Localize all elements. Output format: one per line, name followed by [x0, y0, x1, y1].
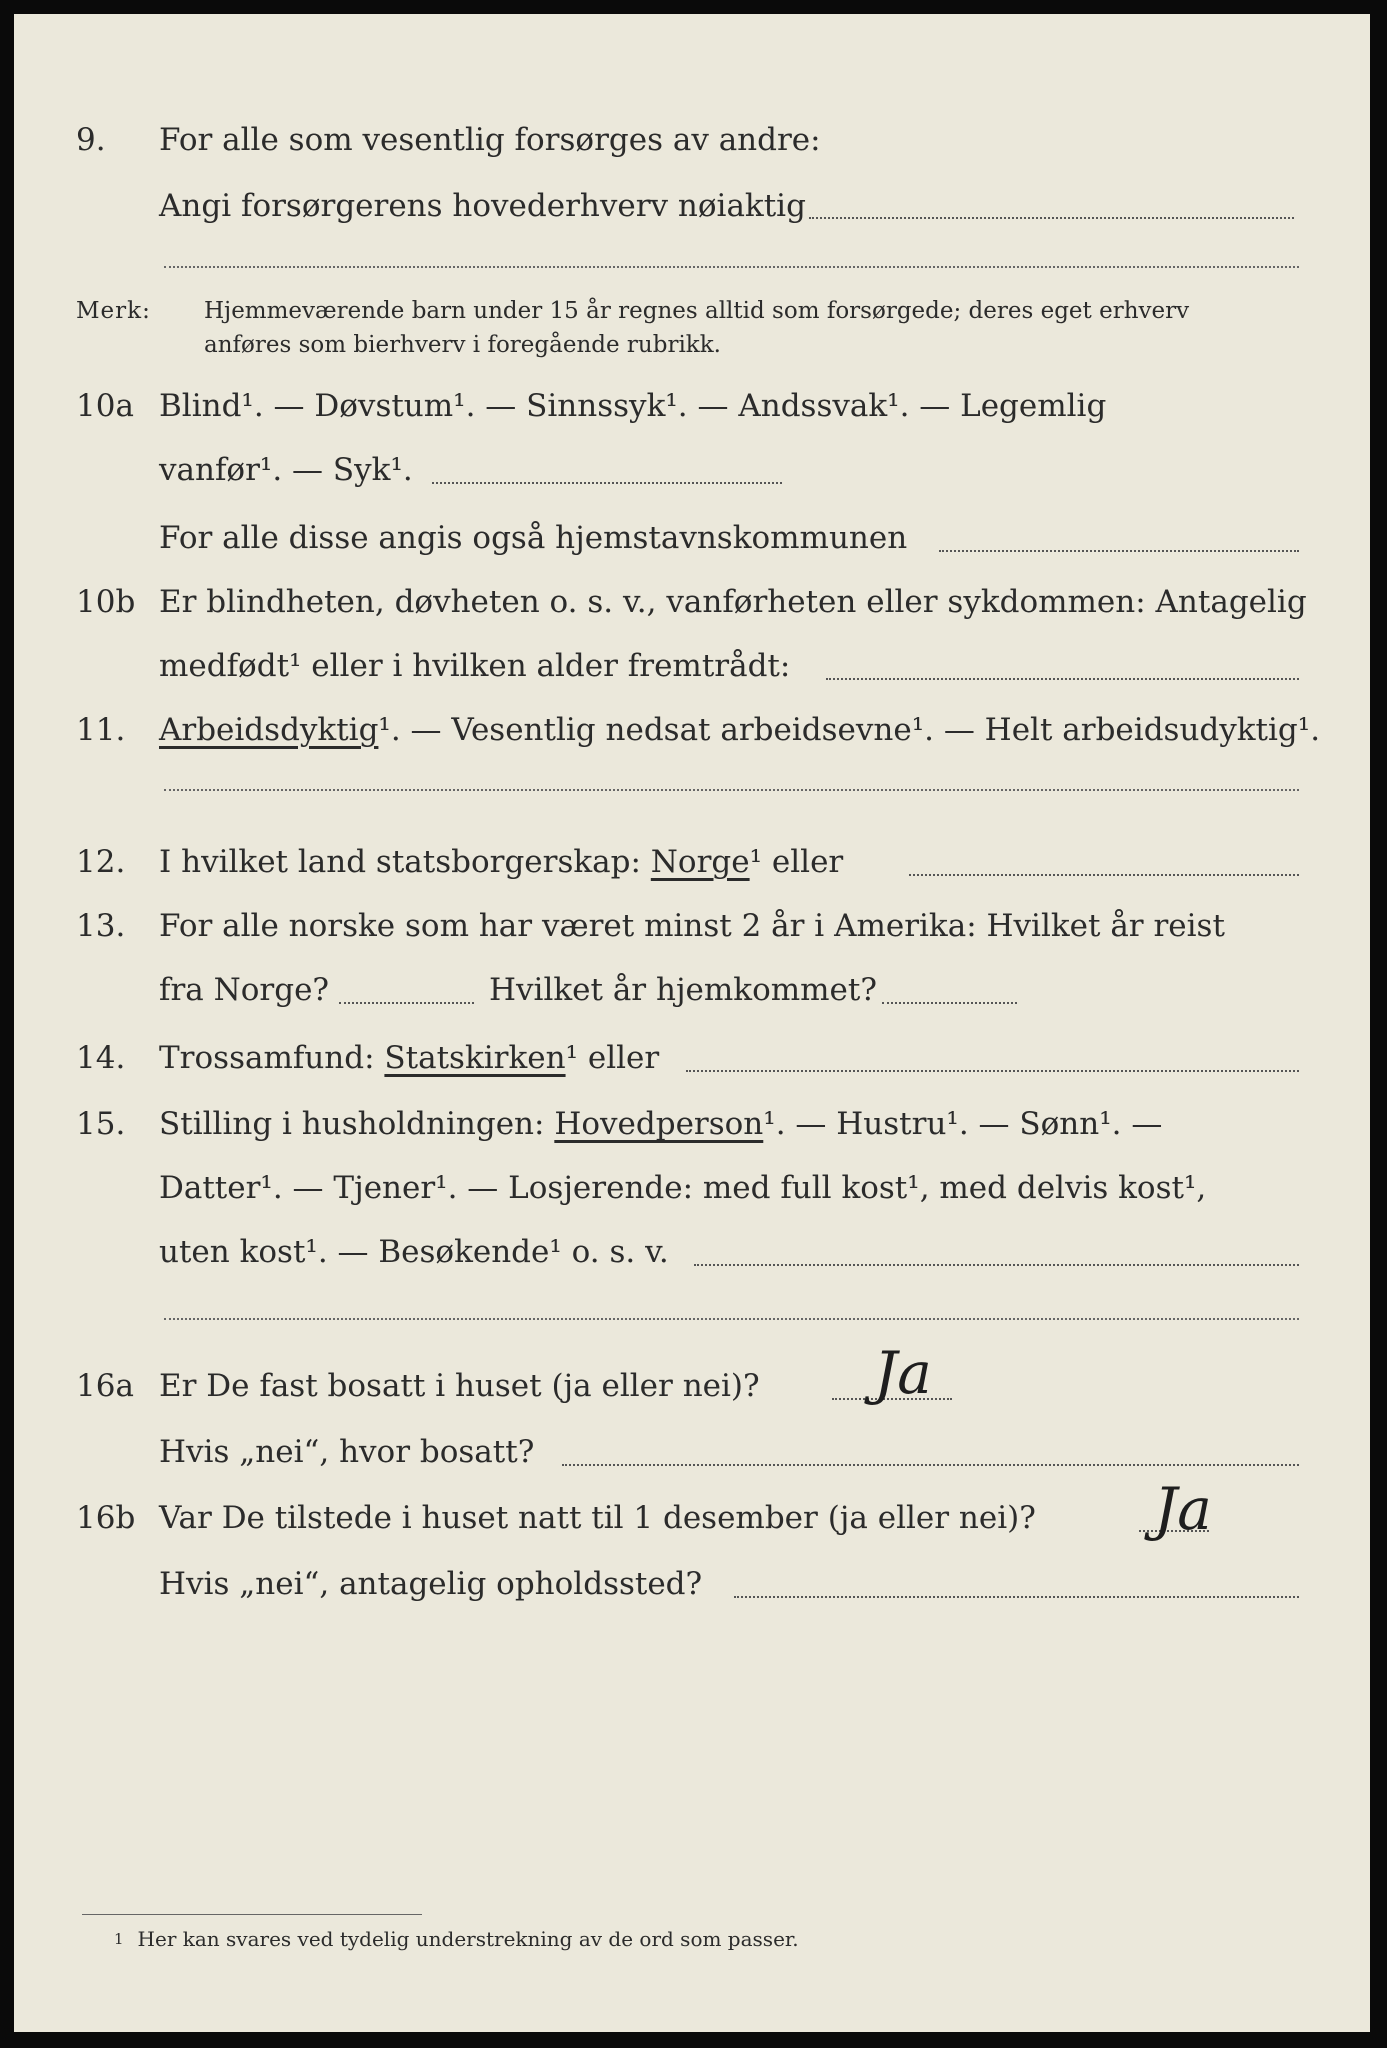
footnote-text: Her kan svares ved tydelig understrekning av de ord som passer.: [137, 1927, 799, 1951]
question-number: 9.: [76, 122, 106, 158]
question-text: fra Norge?: [159, 972, 330, 1008]
question-text-pre: Trossamfund:: [159, 1040, 375, 1076]
question-text-pre: I hvilket land statsborgerskap:: [159, 844, 641, 880]
underlined-answer: Statskirken: [384, 1040, 566, 1076]
question-text: [159, 832, 843, 892]
question-10a-line2: [14, 440, 1370, 500]
question-number: 10b: [76, 584, 136, 620]
answer-line[interactable]: [432, 482, 782, 484]
question-text: [159, 1028, 659, 1088]
question-10b-line2: [14, 636, 1370, 696]
question-10a: [14, 376, 1370, 436]
question-14: [14, 1028, 1370, 1088]
question-16a-line2: [14, 1422, 1370, 1482]
question-text: [159, 700, 1320, 760]
question-text: Hvilket år hjemkommet?: [489, 972, 877, 1008]
question-text-pre: Stilling i husholdningen:: [159, 1106, 545, 1142]
question-text-post: ¹. — Hustru¹. — Sønn¹. —: [763, 1106, 1163, 1142]
underlined-answer: Arbeidsdyktig: [159, 712, 379, 748]
question-text: vanfør¹. — Syk¹.: [159, 452, 413, 488]
answer-line[interactable]: [809, 217, 1294, 219]
question-number: 16b: [76, 1500, 136, 1536]
question-text: For alle disse angis også hjemstavnskommunen: [159, 520, 908, 556]
answer-line[interactable]: [339, 1002, 474, 1004]
question-text: Datter¹. — Tjener¹. — Losjerende: med full kost¹, med delvis kost¹,: [159, 1170, 1207, 1206]
footnote: [114, 1924, 799, 1954]
answer-line[interactable]: [939, 550, 1299, 552]
question-text: Blind¹. — Døvstum¹. — Sinnssyk¹. — Andssvak¹. — Legemlig: [159, 388, 1107, 424]
question-number: 13.: [76, 908, 126, 944]
question-15-line2: [14, 1158, 1370, 1218]
question-text: Er blindheten, døvheten o. s. v., vanførheten eller sykdommen: Antagelig: [159, 584, 1307, 620]
question-text: Hvis „nei“, antagelig opholdssted?: [159, 1566, 703, 1602]
question-9: [14, 110, 1370, 170]
question-text-rest: ¹. — Vesentlig nedsat arbeidsevne¹. — Helt arbeidsudyktig¹.: [378, 712, 1321, 748]
merk-label: Merk:: [76, 298, 151, 324]
question-text: For alle norske som har været minst 2 år i Amerika: Hvilket år reist: [159, 908, 1225, 944]
footnote-mark: 1: [114, 1930, 124, 1948]
question-11: [14, 700, 1370, 760]
question-number: 15.: [76, 1106, 126, 1142]
question-text: Angi forsørgerens hovederhverv nøiaktig: [159, 188, 806, 224]
underlined-answer: Hovedperson: [554, 1106, 764, 1142]
answer-line[interactable]: [562, 1464, 1299, 1466]
census-form-page: [14, 14, 1370, 2032]
question-16b-line2: [14, 1554, 1370, 1614]
merk-text: anføres som bierhverv i foregående rubrikk.: [204, 332, 721, 358]
question-number: 11.: [76, 712, 126, 748]
question-number: 12.: [76, 844, 126, 880]
underlined-answer: Norge: [650, 844, 750, 880]
answer-line[interactable]: [882, 1002, 1017, 1004]
question-number: 14.: [76, 1040, 126, 1076]
question-text-post: ¹ eller: [749, 844, 844, 880]
question-9-line2: [14, 176, 1370, 236]
question-10a-line3: [14, 508, 1370, 568]
answer-line[interactable]: [734, 1596, 1299, 1598]
answer-line[interactable]: [909, 874, 1299, 876]
question-number: 10a: [76, 388, 134, 424]
handwritten-answer: Ja: [874, 1339, 932, 1407]
question-text: Var De tilstede i huset natt til 1 desember (ja eller nei)?: [159, 1500, 1036, 1536]
answer-line[interactable]: [826, 678, 1299, 680]
question-text: medfødt¹ eller i hvilken alder fremtrådt:: [159, 648, 791, 684]
question-15: [14, 1094, 1370, 1154]
question-text-post: ¹ eller: [565, 1040, 660, 1076]
question-text: For alle som vesentlig forsørges av andre:: [159, 122, 821, 158]
divider: [164, 789, 1299, 791]
question-text: Hvis „nei“, hvor bosatt?: [159, 1434, 535, 1470]
handwritten-answer: Ja: [1154, 1475, 1212, 1543]
question-text: Er De fast bosatt i huset (ja eller nei)?: [159, 1368, 760, 1404]
question-10b: [14, 572, 1370, 632]
question-15-line3: [14, 1222, 1370, 1282]
question-16a: [14, 1356, 1370, 1416]
answer-line[interactable]: [686, 1070, 1299, 1072]
question-13: [14, 896, 1370, 956]
question-12: [14, 832, 1370, 892]
divider: [164, 266, 1299, 268]
footnote-rule: [82, 1914, 422, 1915]
merk-text: Hjemmeværende barn under 15 år regnes alltid som forsørgede; deres eget erhverv: [204, 298, 1190, 324]
question-number: 16a: [76, 1368, 134, 1404]
question-text: [159, 1094, 1162, 1154]
question-13-line2: [14, 960, 1370, 1020]
divider: [164, 1318, 1299, 1320]
answer-line[interactable]: [694, 1264, 1299, 1266]
question-text: uten kost¹. — Besøkende¹ o. s. v.: [159, 1234, 669, 1270]
